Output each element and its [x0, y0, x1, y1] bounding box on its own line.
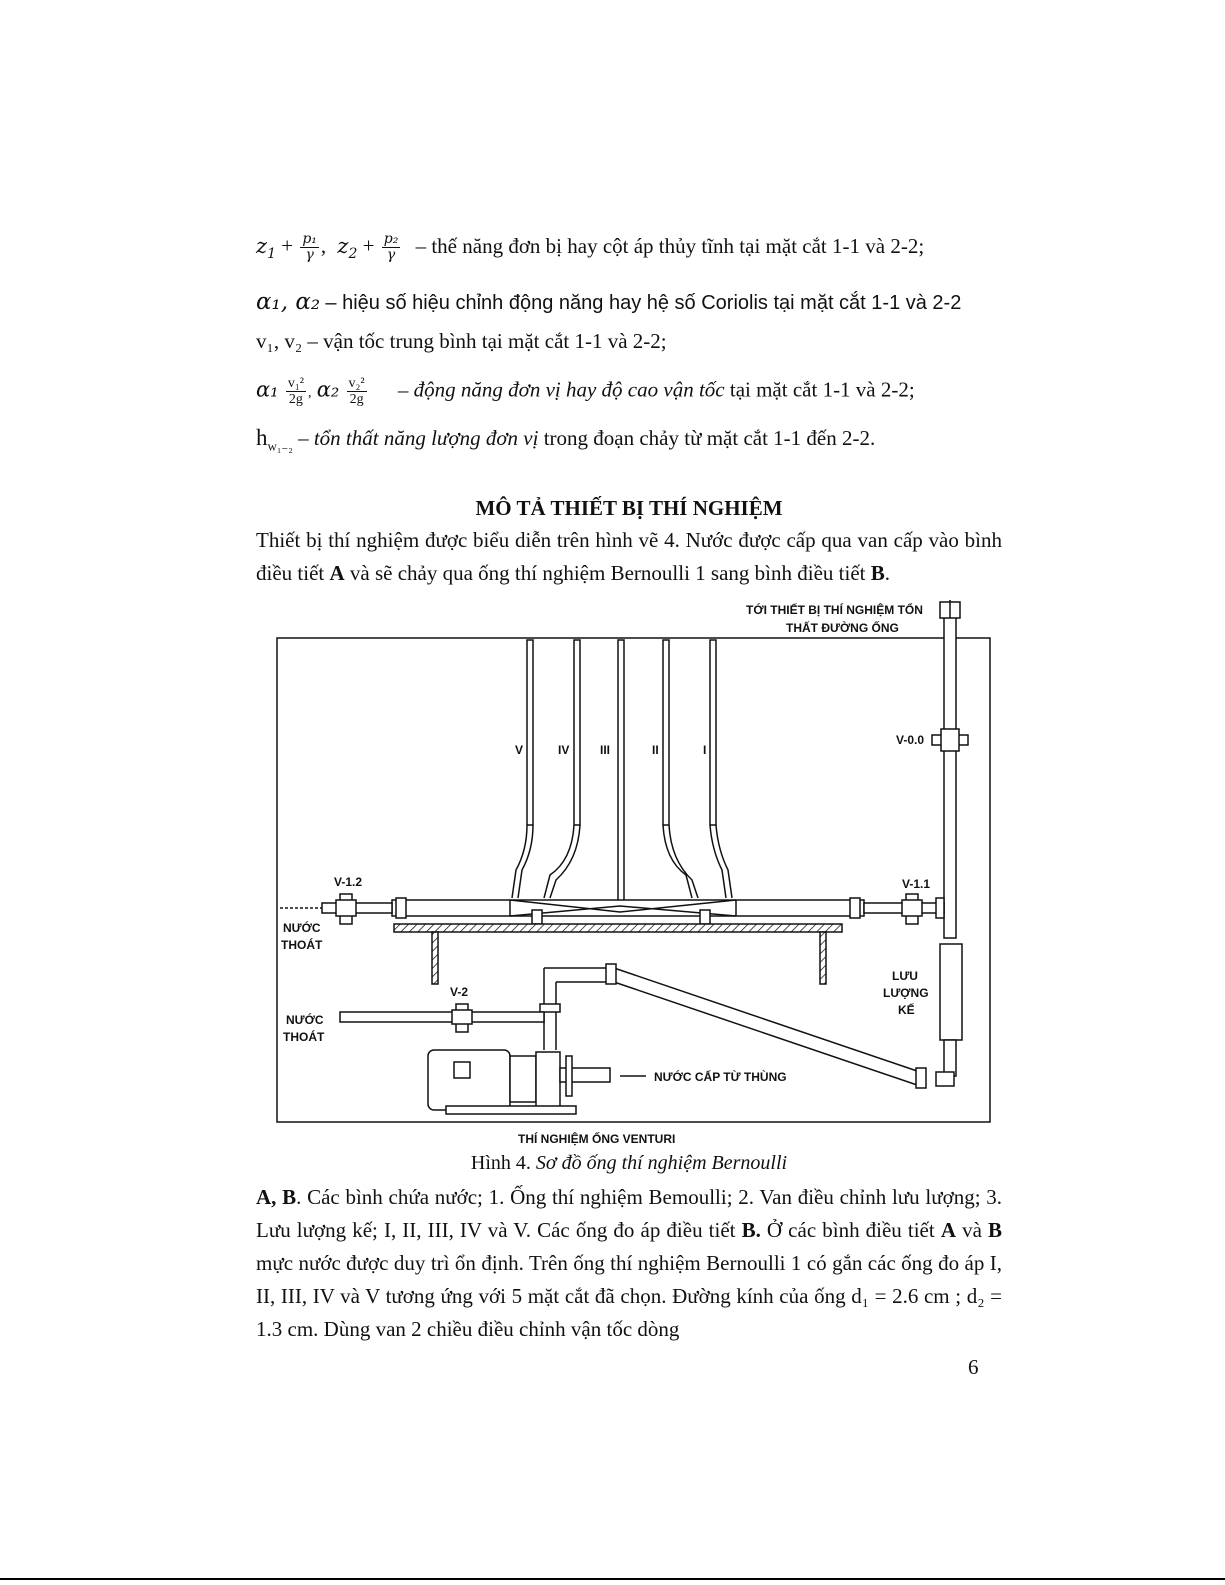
z2-symbol: $z_2$: [337, 233, 358, 262]
def-italic: động năng đơn vị hay độ cao vận tốc: [413, 377, 725, 402]
flowmeter-label-1: LƯU: [892, 969, 918, 983]
valve-label-v12: V-1.2: [334, 875, 363, 889]
intro-paragraph: Thiết bị thí nghiệm được biểu diễn trên hình vẽ 4. Nước được cấp qua van cấp vào bình điều tiết A và sẽ chảy qua ống thí nghiệm Bernoulli 1 sang bình điều tiết B.: [256, 528, 1002, 585]
valve-label-v00: V-0.0: [896, 733, 925, 747]
drain-label-1b: THOÁT: [281, 938, 323, 952]
h-symbol: $h_{w_{1-2}}$: [256, 425, 293, 454]
def-row-potential: $z_1$ + $\frac{\text{p₁}}{\gamma}$ , $z_2$ + $\frac{\text{p₂}}{\gamma}$ – thế năng đơn bị hay cột áp thủy tĩnh tại mặt cắt 1-1 và 2-2;: [256, 231, 925, 264]
def-text: tại mặt cắt 1-1 và 2-2;: [729, 377, 915, 402]
tube-label-V: V: [515, 743, 524, 757]
label-top-line1: TỚI THIẾT BỊ THÍ NGHIỆM TỔN: [746, 603, 923, 617]
p2-over-gamma: $\frac{\text{p₂}}{\gamma}$: [383, 231, 399, 264]
def-text: trong đoạn chảy từ mặt cắt 1-1 đến 2-2.: [543, 426, 876, 450]
v1-squared-over-2g: $\frac{\text{v₁²}}{2g}$: [287, 376, 304, 408]
plus-sign: +: [281, 233, 294, 258]
drain-label-2a: NƯỚC: [286, 1013, 324, 1027]
label-top-line2: THẤT ĐƯỜNG ỐNG: [786, 621, 899, 635]
def-row-kinetic: α₁ $\frac{\text{v₁²}}{2g}$ , α₂ $\frac{\text{v₂²}}{2g}$ – động năng đơn vị hay độ cao vận tốc tại mặt cắt 1-1 và 2-2;: [256, 376, 915, 408]
valve-label-v2: V-2: [450, 985, 469, 999]
bottom-border: [0, 1578, 1225, 1580]
def-text: – hiệu số hiệu chỉnh động năng hay hệ số Coriolis tại mặt cắt 1-1 và 2-2: [325, 292, 962, 314]
section-heading: MÔ TẢ THIẾT BỊ THÍ NGHIỆM: [475, 496, 783, 520]
def-row-loss: $h_{w_{1-2}}$ – tổn thất năng lượng đơn vị trong đoạn chảy từ mặt cắt 1-1 đến 2-2.: [256, 425, 876, 454]
figure-caption: Hình 4. Sơ đồ ống thí nghiệm Bernoulli: [470, 1152, 788, 1174]
drain-label-1a: NƯỚC: [283, 921, 321, 935]
tube-label-IV: IV: [558, 743, 570, 757]
p1-over-gamma: $\frac{\text{p₁}}{\gamma}$: [302, 231, 317, 264]
figure-bottom-label: THÍ NGHIỆM ỐNG VENTURI: [518, 1132, 676, 1146]
tube-label-I: I: [703, 743, 707, 757]
plus-sign: +: [362, 233, 375, 258]
def-text: – thế năng đơn bị hay cột áp thủy tĩnh tại mặt cắt 1-1 và 2-2;: [415, 233, 925, 258]
def-italic: tổn thất năng lượng đơn vị: [313, 426, 539, 450]
page-number: 6: [968, 1355, 979, 1379]
valve-label-v11: V-1.1: [902, 877, 931, 891]
alpha-symbols: α₁, α₂: [256, 289, 321, 315]
description-paragraph: A, B. Các bình chứa nước; 1. Ống thí nghiệm Bemoulli; 2. Van điều chỉnh lưu lượng; 3. Lưu lượng kế; I, II, III, IV và V. Các ống đo áp điều tiết B. Ở các bình điều tiết A và B mực nước được duy trì ổn định. Trên ống thí nghiệm Bernoulli 1 có gắn các ống đo áp I, II, III, IV và V tương ứng với 5 mặt cắt đã chọn. Đường kính của ống d₁ = 2.6 cm ; d₂ = 1.3 cm. Dùng van 2 chiều điều chỉnh vận tốc dòng: [256, 1185, 1002, 1341]
tube-label-II: II: [652, 743, 659, 757]
flowmeter-label-3: KẾ: [898, 1003, 915, 1017]
alpha2-symbol: α₂: [316, 377, 340, 402]
def-text: v₁, v₂ – vận tốc trung bình tại mặt cắt 1-1 và 2-2;: [256, 329, 667, 353]
supply-label: NƯỚC CẤP TỪ THÙNG: [654, 1070, 787, 1084]
v2-squared-over-2g: $\frac{\text{v₂²}}{2g}$: [348, 376, 365, 408]
tube-label-III: III: [600, 743, 611, 757]
alpha1-symbol: α₁: [256, 377, 279, 402]
z1-symbol: $z_1$: [256, 233, 276, 262]
drain-label-2b: THOÁT: [283, 1030, 325, 1044]
flowmeter-label-2: LƯỢNG: [883, 986, 929, 1000]
